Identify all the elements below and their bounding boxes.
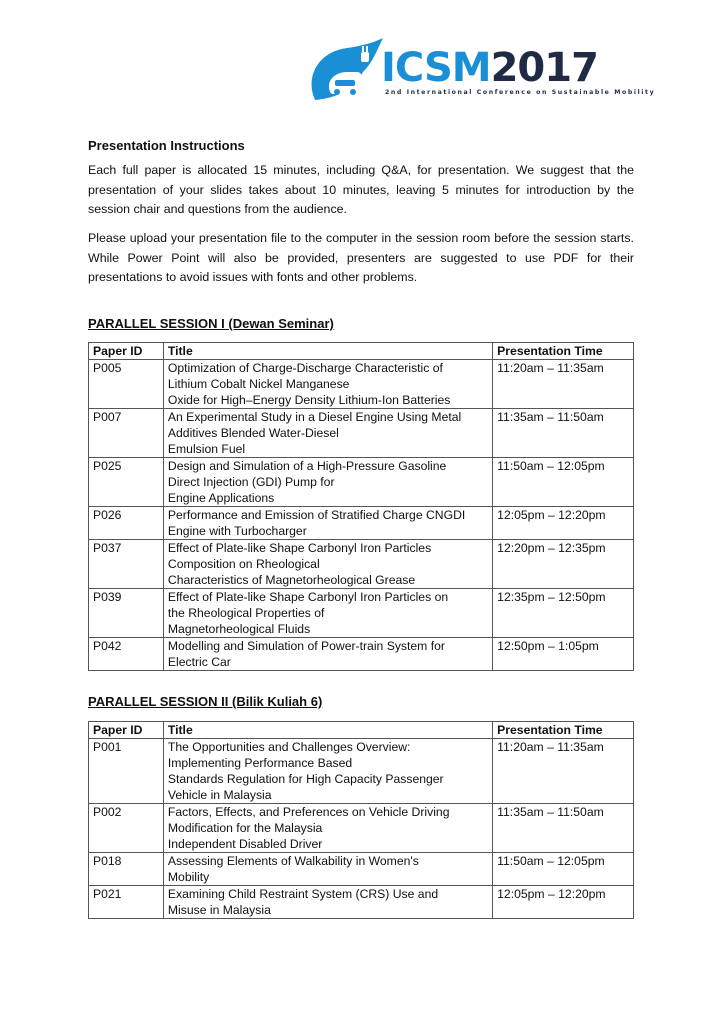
paper-title-line: Electric Car (167, 655, 231, 669)
paper-title-line: Effect of Plate-like Shape Carbonyl Iron Particles (167, 541, 432, 555)
paper-title-line: Characteristics of Magnetorheological Grease (167, 573, 416, 587)
instructions-heading: Presentation Instructions (88, 138, 245, 153)
presentation-time-cell: 11:20am – 11:35am (493, 360, 634, 409)
paper-id-cell: P042 (89, 638, 164, 671)
header-paper-id: Paper ID (89, 343, 164, 360)
header-time: Presentation Time (493, 722, 634, 739)
paper-id-cell: P037 (89, 540, 164, 589)
paper-id-cell: P002 (89, 804, 164, 853)
paper-title-line: Emulsion Fuel (167, 442, 246, 456)
paper-title-cell (163, 853, 492, 886)
presentation-time-cell: 11:35am – 11:50am (493, 409, 634, 458)
paper-id-cell: P039 (89, 589, 164, 638)
presentation-time-cell: 12:20pm – 12:35pm (493, 540, 634, 589)
paper-title-cell (163, 507, 492, 540)
session-1-title: PARALLEL SESSION I (Dewan Seminar) (88, 316, 334, 331)
paper-title-cell (163, 886, 492, 919)
logo-year: 2017 (490, 45, 598, 91)
paper-title-line: The Opportunities and Challenges Overview: (167, 740, 411, 754)
presentation-time-cell: 12:50pm – 1:05pm (493, 638, 634, 671)
paper-title-line: Misuse in Malaysia (167, 903, 271, 917)
paper-title-line: Assessing Elements of Walkability in Women's (167, 854, 419, 868)
header-title: Title (163, 722, 492, 739)
paper-title-line: Mobility (167, 870, 210, 884)
paper-id-cell: P018 (89, 853, 164, 886)
paper-title-line: Composition on Rheological (167, 557, 320, 571)
header-paper-id: Paper ID (89, 722, 164, 739)
presentation-time-cell: 12:05pm – 12:20pm (493, 886, 634, 919)
table-header-row (89, 722, 634, 739)
presentation-time-cell: 11:50am – 12:05pm (493, 853, 634, 886)
paper-title-line: Oxide for High–Energy Density Lithium-Ion Batteries (167, 393, 451, 407)
paper-title-cell (163, 458, 492, 507)
paper-title-line: Additives Blended Water-Diesel (167, 426, 339, 440)
paper-title-cell (163, 409, 492, 458)
paper-title-line: Engine Applications (167, 491, 275, 505)
header-title: Title (163, 343, 492, 360)
logo-wordmark (381, 46, 598, 90)
paper-title-line: An Experimental Study in a Diesel Engine Using Metal (167, 410, 462, 424)
paper-title-cell (163, 739, 492, 804)
session-1-table (88, 342, 634, 671)
presentation-time-cell: 12:35pm – 12:50pm (493, 589, 634, 638)
logo-subtitle: 2nd International Conference on Sustainable Mobility (385, 89, 656, 96)
paper-id-cell: P025 (89, 458, 164, 507)
table-header-row (89, 343, 634, 360)
table-row (89, 804, 634, 853)
paper-title-line: Effect of Plate-like Shape Carbonyl Iron Particles on (167, 590, 449, 604)
paper-title-cell (163, 804, 492, 853)
paper-title-line: the Rheological Properties of (167, 606, 325, 620)
paper-id-cell: P001 (89, 739, 164, 804)
paper-title-line: Examining Child Restraint System (CRS) Use and (167, 887, 439, 901)
paper-id-cell: P007 (89, 409, 164, 458)
paper-title-line: Standards Regulation for High Capacity Passenger (167, 772, 444, 786)
paper-title-line: Optimization of Charge-Discharge Characteristic of (167, 361, 443, 375)
paper-title-cell (163, 589, 492, 638)
table-row (89, 507, 634, 540)
session-2-title: PARALLEL SESSION II (Bilik Kuliah 6) (88, 694, 323, 709)
paper-id-cell: P021 (89, 886, 164, 919)
table-row (89, 853, 634, 886)
presentation-time-cell: 11:20am – 11:35am (493, 739, 634, 804)
paper-title-line: Independent Disabled Driver (167, 837, 323, 851)
presentation-time-cell: 12:05pm – 12:20pm (493, 507, 634, 540)
paper-title-cell (163, 540, 492, 589)
table-row (89, 739, 634, 804)
paper-title-cell (163, 638, 492, 671)
paper-title-line: Engine with Turbocharger (167, 524, 307, 538)
instructions-paragraph-1: Each full paper is allocated 15 minutes, including Q&A, for presentation. We suggest that the presentation of your slides takes about 10 minutes, leaving 5 minutes for introduction by the session chair and questions from the audience. (88, 163, 634, 216)
table-row (89, 360, 634, 409)
logo-icsm: ICSM (381, 45, 491, 91)
presentation-time-cell: 11:50am – 12:05pm (493, 458, 634, 507)
paper-title-line: Modelling and Simulation of Power-train System for (167, 639, 445, 653)
paper-title-line: Implementing Performance Based (167, 756, 353, 770)
paper-title-line: Design and Simulation of a High-Pressure Gasoline (167, 459, 447, 473)
paper-title-line: Vehicle in Malaysia (167, 788, 272, 802)
table-row (89, 886, 634, 919)
instructions-paragraph-2: Please upload your presentation file to the computer in the session room before the session starts. While Power Point will also be provided, presenters are suggested to use PDF for their presentations to avoid issues with fonts and other problems. (88, 231, 634, 284)
paper-title-cell (163, 360, 492, 409)
conference-logo (307, 38, 656, 110)
paper-title-line: Modification for the Malaysia (167, 821, 323, 835)
table-row (89, 458, 634, 507)
paper-title-line: Lithium Cobalt Nickel Manganese (167, 377, 350, 391)
header-time: Presentation Time (493, 343, 634, 360)
paper-id-cell: P026 (89, 507, 164, 540)
table-row (89, 409, 634, 458)
table-row (89, 589, 634, 638)
presentation-time-cell: 11:35am – 11:50am (493, 804, 634, 853)
paper-id-cell: P005 (89, 360, 164, 409)
paper-title-line: Direct Injection (GDI) Pump for (167, 475, 335, 489)
paper-title-line: Magnetorheological Fluids (167, 622, 311, 636)
table-row (89, 540, 634, 589)
table-row (89, 638, 634, 671)
session-2-table (88, 721, 634, 919)
paper-title-line: Factors, Effects, and Preferences on Vehicle Driving (167, 805, 450, 819)
paper-title-line: Performance and Emission of Stratified Charge CNGDI (167, 508, 466, 522)
